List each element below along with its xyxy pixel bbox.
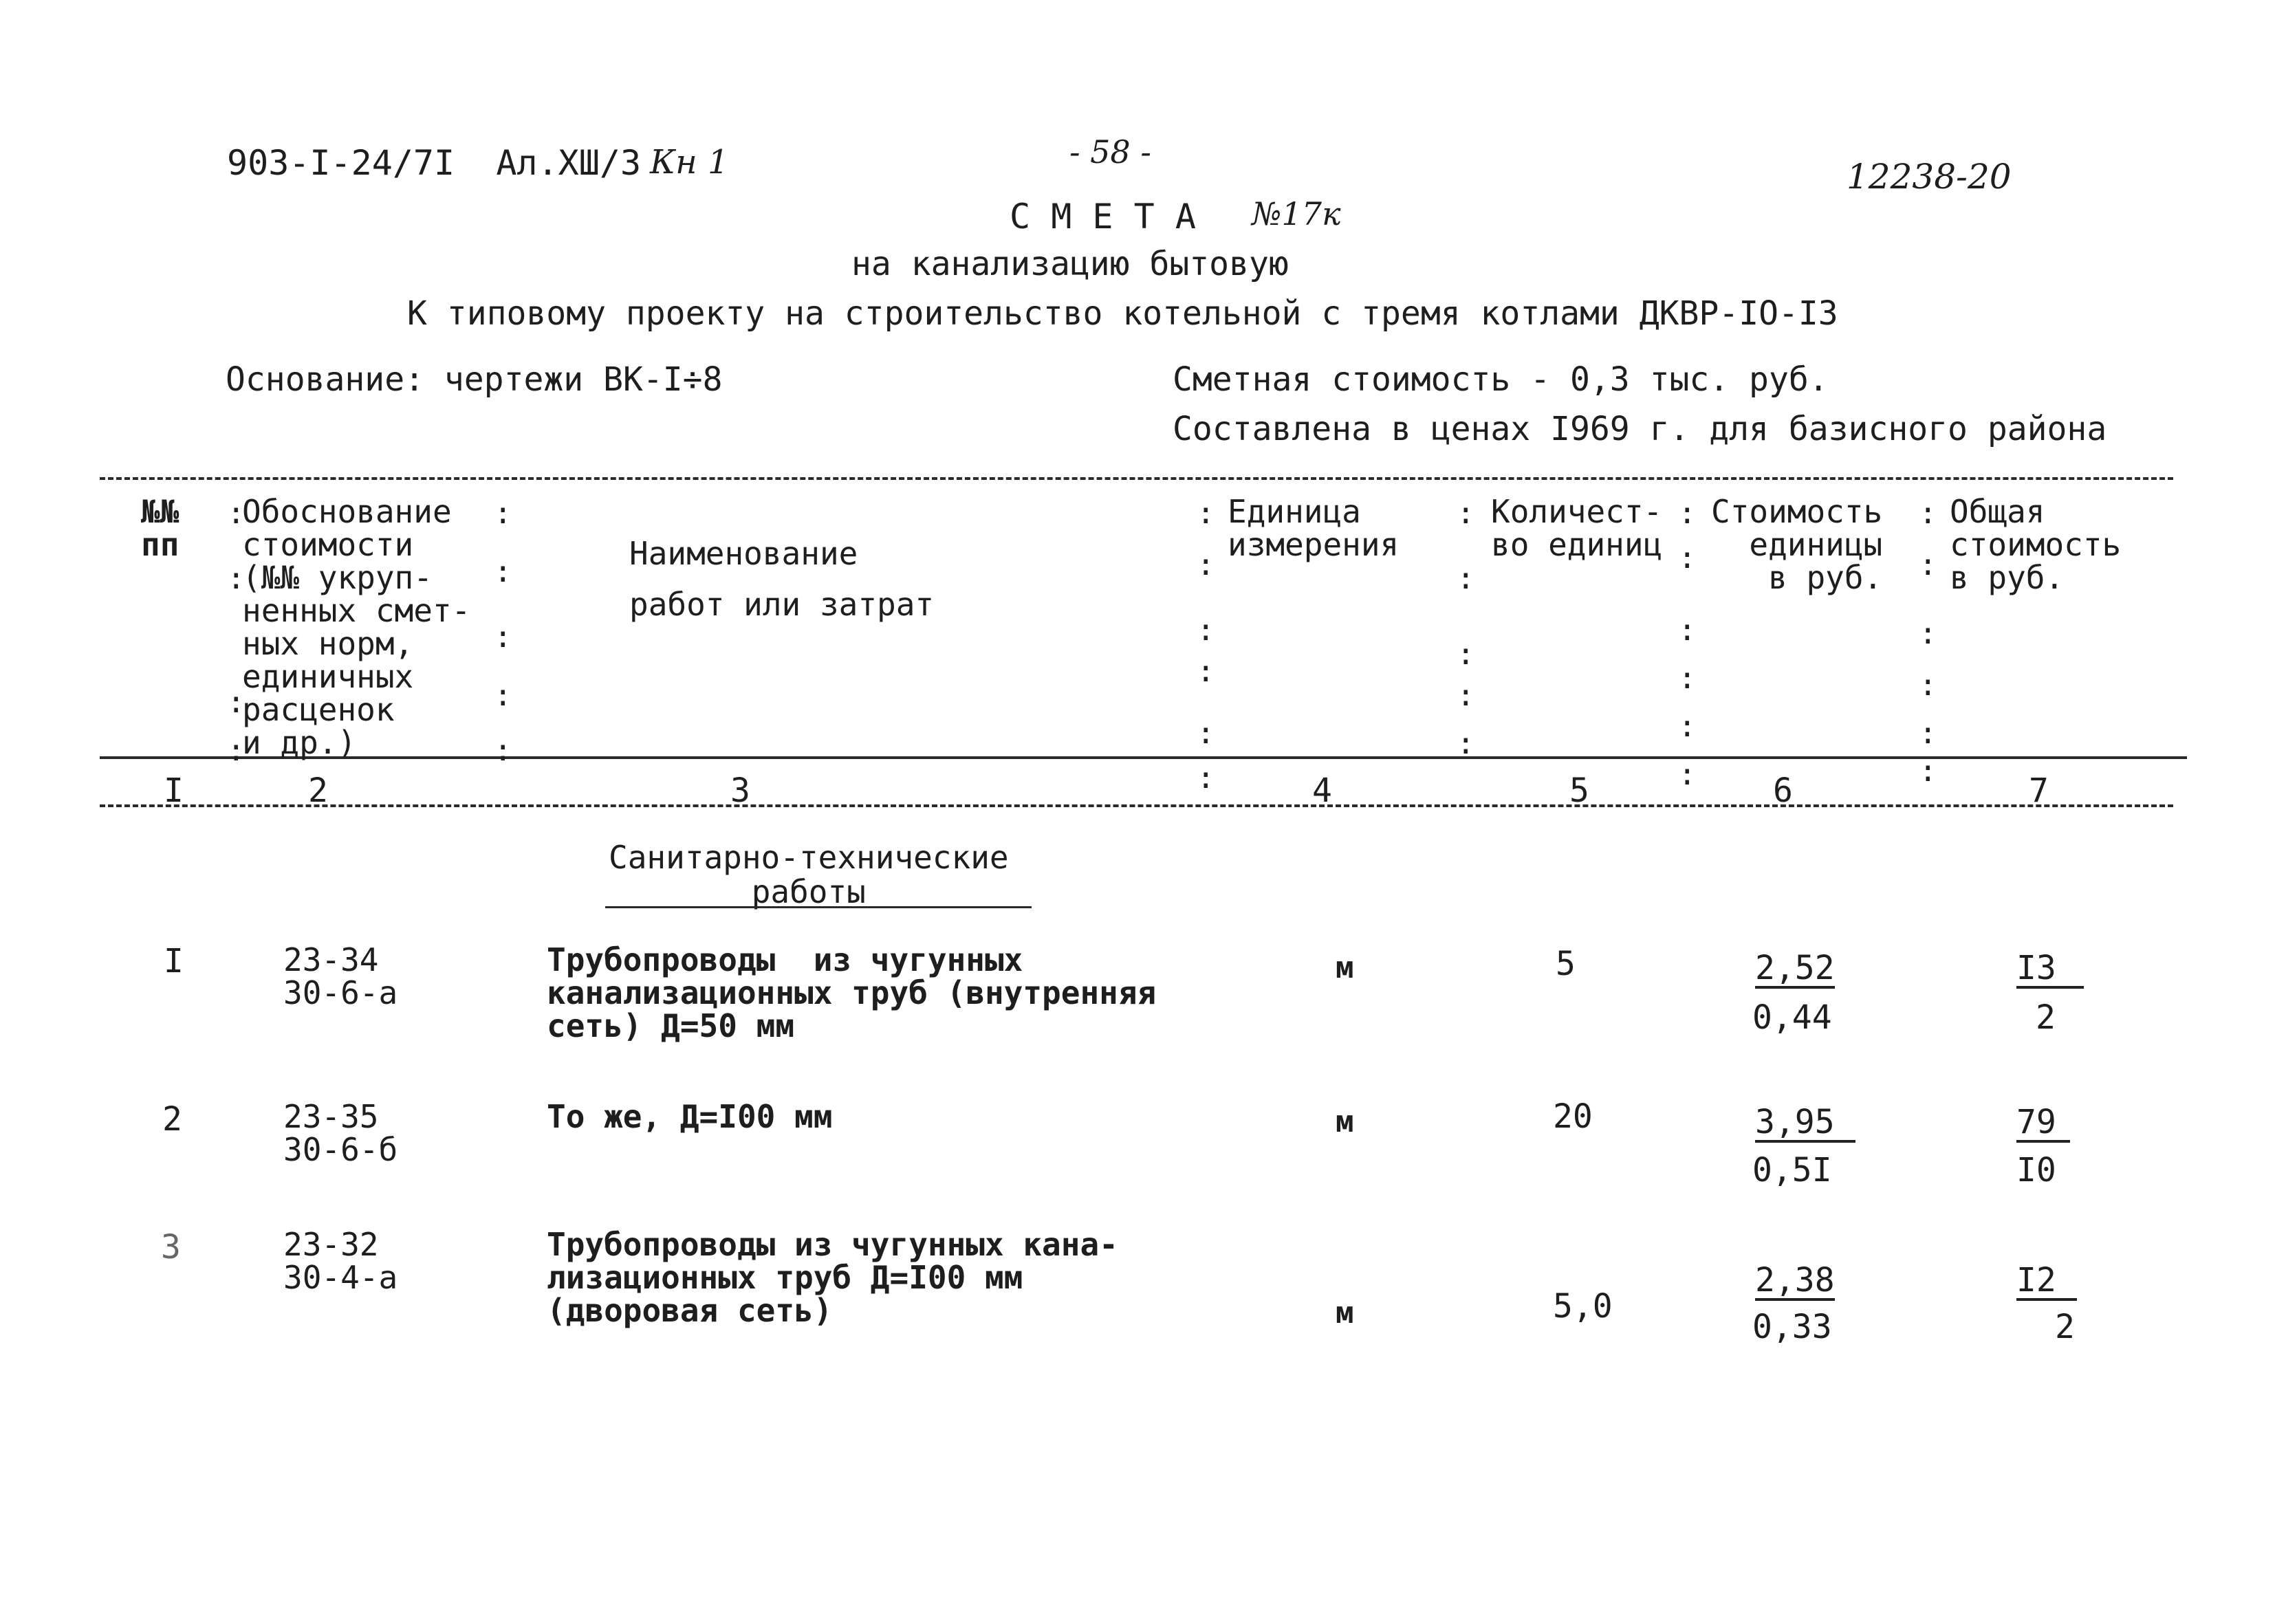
row-1-unit-wage: 0,44 — [1752, 998, 1832, 1037]
row-2-code: 23-35 30-6-б — [283, 1098, 398, 1168]
col-separator: : — [227, 733, 246, 768]
col-number-4: 4 — [1312, 771, 1332, 810]
col-header-unit: Единица измерения — [1228, 493, 1400, 563]
project-line: К типовому проекту на строительство котельной с тремя котлами ДКВР-IО-IЗ — [407, 294, 1838, 333]
row-3-number: 3 — [161, 1228, 181, 1266]
row-3-total-wage: 2 — [2055, 1308, 2075, 1346]
col-separator: : — [1678, 496, 1697, 531]
col-header-name: Наименование работ или затрат — [629, 535, 935, 623]
document-title: С М Е Т А — [1010, 197, 1196, 237]
col-separator: : — [1919, 496, 1937, 531]
row-3-unit-wage: 0,33 — [1752, 1308, 1832, 1346]
col-separator: : — [1678, 661, 1697, 696]
row-2-total-wage: I0 — [2016, 1151, 2056, 1189]
col-separator: : — [1197, 496, 1215, 531]
page-number: - 58 - — [1069, 133, 1151, 171]
col-separator: : — [1457, 637, 1475, 672]
price-basis: Составлена в ценах I969 г. для базисного района — [1173, 410, 2107, 448]
col-separator: : — [1919, 668, 1937, 703]
col-number-7: 7 — [2029, 771, 2049, 810]
col-number-6: 6 — [1773, 771, 1793, 810]
section-title-underline — [605, 906, 1032, 908]
row-1-code: 23-34 30-6-а — [283, 941, 398, 1011]
row-3-unit: м — [1336, 1295, 1354, 1330]
col-number-5: 5 — [1569, 771, 1589, 810]
col-separator: : — [1457, 561, 1475, 596]
col-separator: : — [1457, 496, 1475, 531]
document-subtitle: на канализацию бытовую — [851, 245, 1289, 283]
col-separator: : — [227, 496, 246, 531]
col-separator: : — [227, 561, 246, 596]
col-number-2: 2 — [308, 771, 328, 810]
row-3-name: Трубопроводы из чугунных кана- лизационных труб Д=I00 мм (дворовая сеть) — [547, 1226, 1118, 1329]
col-separator: : — [1919, 547, 1937, 582]
col-separator: : — [494, 733, 512, 768]
row-3-code: 23-32 30-4-а — [283, 1226, 398, 1296]
col-separator: : — [1197, 654, 1215, 689]
col-separator: : — [1197, 760, 1215, 795]
col-separator: : — [1919, 616, 1937, 651]
col-separator: : — [1197, 716, 1215, 751]
col-separator: : — [494, 496, 512, 531]
col-separator: : — [1678, 613, 1697, 648]
column-number-rule — [100, 804, 2173, 807]
row-3-quantity: 5,0 — [1553, 1287, 1613, 1326]
col-header-number: №№ пп — [141, 493, 179, 563]
row-1-name: Трубопроводы из чугунных канализационных труб (внутренняя сеть) Д=50 мм — [547, 941, 1157, 1044]
estimated-cost: Сметная стоимость - 0,3 тыс. руб. — [1173, 360, 1829, 399]
col-header-quantity: Количест- во единиц — [1491, 493, 1663, 563]
col-separator: : — [1678, 709, 1697, 744]
archive-number: 12238-20 — [1847, 157, 2012, 197]
row-2-unit: м — [1336, 1104, 1354, 1139]
col-separator: : — [1678, 757, 1697, 792]
row-1-total-wage: 2 — [2036, 998, 2056, 1037]
col-separator: : — [1457, 726, 1475, 761]
row-2-name: То же, Д=I00 мм — [547, 1098, 833, 1135]
col-separator: : — [227, 685, 246, 720]
col-separator: : — [1197, 613, 1215, 648]
row-1-total-cost: I3 — [2016, 952, 2084, 989]
row-2-unit-cost: 3,95 — [1755, 1106, 1855, 1143]
estimate-number: №17к — [1252, 195, 1341, 232]
row-2-quantity: 20 — [1553, 1097, 1593, 1136]
document-code: 903-I-24/7I Ал.XШ/3 — [227, 143, 642, 183]
col-header-unit-cost: Стоимость единицы в руб. — [1711, 493, 1883, 596]
col-separator: : — [1457, 678, 1475, 713]
col-separator: : — [494, 554, 512, 589]
col-separator: : — [494, 678, 512, 713]
row-2-total-cost: 79 — [2016, 1106, 2070, 1143]
row-1-number: I — [164, 942, 184, 980]
table-top-rule — [100, 477, 2173, 480]
section-title: Санитарно-технические работы — [609, 839, 1009, 910]
row-1-unit-cost: 2,52 — [1755, 949, 1835, 987]
col-header-basis: Обоснование стоимости (№№ укруп- ненных смет- ных норм, единичных расценок и др.) — [242, 493, 471, 761]
col-separator: : — [494, 619, 512, 655]
col-separator: : — [1919, 754, 1937, 789]
row-2-number: 2 — [162, 1100, 182, 1139]
col-separator: : — [1919, 716, 1937, 751]
row-3-unit-cost: 2,38 — [1755, 1261, 1835, 1299]
col-number-1: I — [164, 771, 184, 810]
row-1-quantity: 5 — [1556, 945, 1576, 983]
book-note: Кн 1 — [650, 143, 729, 182]
col-separator: : — [1197, 547, 1215, 582]
row-3-total-cost: I2 — [2016, 1264, 2077, 1301]
row-1-unit: м — [1336, 950, 1354, 985]
col-header-total-cost: Общая стоимость в руб. — [1950, 493, 2122, 596]
col-number-3: 3 — [730, 771, 750, 810]
col-separator: : — [1678, 540, 1697, 575]
row-2-unit-wage: 0,5I — [1752, 1151, 1832, 1189]
basis-line: Основание: чертежи ВК-I÷8 — [226, 360, 723, 399]
